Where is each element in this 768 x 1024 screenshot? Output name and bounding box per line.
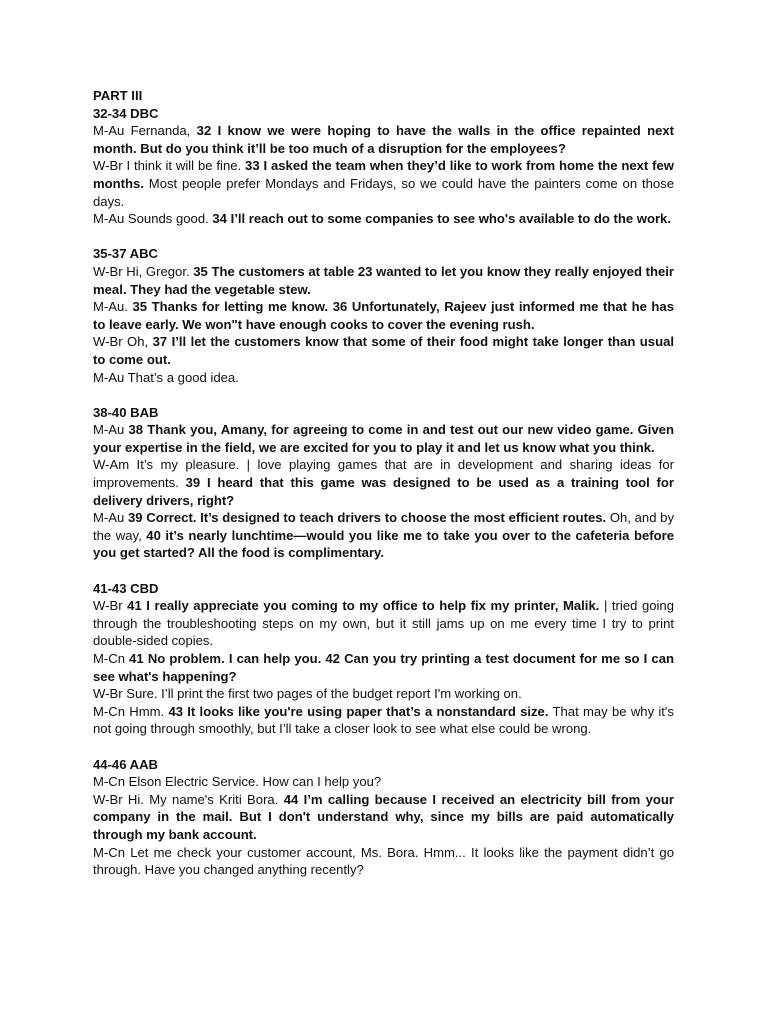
answer-text: 33 I asked the team when they’d like to work from home the next few months. <box>93 158 674 191</box>
dialogue-text: W-Br Oh, <box>93 334 153 350</box>
dialogue-line <box>93 703 674 738</box>
answer-text: 35 The customers at table 23 wanted to let you know they really enjoyed their meal. They had the vegetable stew. <box>93 263 674 297</box>
answer-text: 44 I’m calling because I received an electricity bill from your company in the mail. But I don't understand why, since my bills are paid automatically through my bank account. <box>93 791 675 842</box>
dialogue-text: M-Au Sounds good. <box>93 211 213 227</box>
dialogue-line <box>93 773 674 791</box>
section-spacer <box>93 228 674 246</box>
dialogue-line <box>93 650 674 685</box>
dialogue-line <box>93 685 674 703</box>
dialogue-text: M-Au That’s a good idea. <box>93 369 239 385</box>
dialogue-line <box>93 122 674 157</box>
dialogue-text: W-Br Hi. My name's Kriti Bora. <box>93 791 284 807</box>
answer-text: 34 I’ll reach out to some companies to see who's available to do the work. <box>212 211 671 227</box>
dialogue-line <box>93 263 674 298</box>
section-heading: 44-46 AAB <box>93 756 159 772</box>
section-spacer <box>93 738 674 756</box>
answer-text: 37 I’ll let the customers know that some of their food might take longer than usual to come out. <box>93 334 674 367</box>
dialogue-text: W-Br Sure. I’ll print the first two pages of the budget report I'm working on. <box>93 686 522 702</box>
part-title: PART III <box>93 88 143 103</box>
section-heading: 32-34 DBC <box>93 105 159 121</box>
answer-text: 38 Thank you, Amany, for agreeing to come in and test out our new video game. Given your expertise in the field, we are excited for you to play it and let us know what you think. <box>93 422 675 455</box>
dialogue-text: M-Cn <box>93 651 130 666</box>
dialogue-text: M-Au <box>93 510 128 526</box>
dialogue-text: M-Au. <box>93 299 133 315</box>
answer-text: 39 I heard that this game was designed to be used as a training tool for delivery drivers, right? <box>93 475 674 508</box>
dialogue-line <box>93 421 674 456</box>
dialogue-line <box>93 210 674 228</box>
answer-text: 41 No problem. I can help you. 42 Can you try printing a test document for me so I can see what's happening? <box>93 651 674 684</box>
transcript-section <box>93 386 674 562</box>
dialogue-text: That may be why it's not going through smoothly, but I’ll take a closer look to see what else could be wrong. <box>93 703 674 737</box>
dialogue-text: M-Au Fernanda, <box>93 123 197 139</box>
dialogue-text: | tried going through the troubleshooting steps on my own, but it still jams up on me every time I try to print double-sided copies. <box>93 598 675 649</box>
dialogue-line <box>93 597 674 650</box>
section-spacer <box>93 562 674 580</box>
dialogue-line <box>93 456 674 509</box>
dialogue-line <box>93 157 674 210</box>
dialogue-text: M-Cn Elson Electric Service. How can I help you? <box>93 774 382 790</box>
section-heading: 35-37 ABC <box>93 246 159 262</box>
dialogue-line <box>93 369 674 387</box>
dialogue-text: W-Am It’s my pleasure. | love playing games that are in development and sharing ideas for improvements. <box>93 457 674 491</box>
dialogue-text: W-Br I think it will be fine. <box>93 158 246 174</box>
section-heading: 38-40 BAB <box>93 404 159 420</box>
dialogue-text: M-Au <box>93 422 129 438</box>
answer-text: 41 I really appreciate you coming to my office to help fix my printer, Malik. <box>127 598 600 614</box>
section-spacer <box>93 386 674 404</box>
answer-text: 35 Thanks for letting me know. 36 Unfortunately, Rajeev just informed me that he has to leave early. We won"t have enough cooks to cover the evening rush. <box>93 299 674 332</box>
dialogue-line <box>93 844 674 879</box>
dialogue-line <box>93 791 674 844</box>
dialogue-text: Oh, and by the way, <box>93 510 675 543</box>
transcript-section <box>93 738 674 879</box>
transcript-section <box>93 105 674 228</box>
dialogue-text: M-Cn Hmm. <box>93 703 169 719</box>
transcript-section <box>93 562 674 738</box>
sections-container <box>93 105 674 879</box>
answer-text: 39 Correct. It’s designed to teach drivers to choose the most efficient routes. <box>127 510 607 526</box>
dialogue-line <box>93 509 674 562</box>
answer-text: 43 It looks like you're using paper that’s a nonstandard size. <box>168 703 549 719</box>
dialogue-line <box>93 298 674 333</box>
dialogue-text: W-Br <box>93 598 128 614</box>
section-heading: 41-43 CBD <box>93 580 159 596</box>
dialogue-text: W-Br Hi, Gregor. <box>93 263 194 279</box>
answer-text: 40 it’s nearly lunchtime—would you like me to take you over to the cafeteria before you get started? All the food is complimentary. <box>93 527 674 561</box>
dialogue-text: Most people prefer Mondays and Fridays, so we could have the painters come on those days. <box>93 175 674 209</box>
document-body <box>93 87 674 879</box>
dialogue-line <box>93 333 674 368</box>
transcript-section <box>93 228 674 386</box>
dialogue-text: M-Cn Let me check your customer account, Ms. Bora. Hmm... It looks like the payment didn’t go through. Have you changed anything recently? <box>93 844 674 878</box>
answer-text: 32 I know we were hoping to have the walls in the office repainted next month. But do you think it’ll be too much of a disruption for the employees? <box>93 123 675 156</box>
